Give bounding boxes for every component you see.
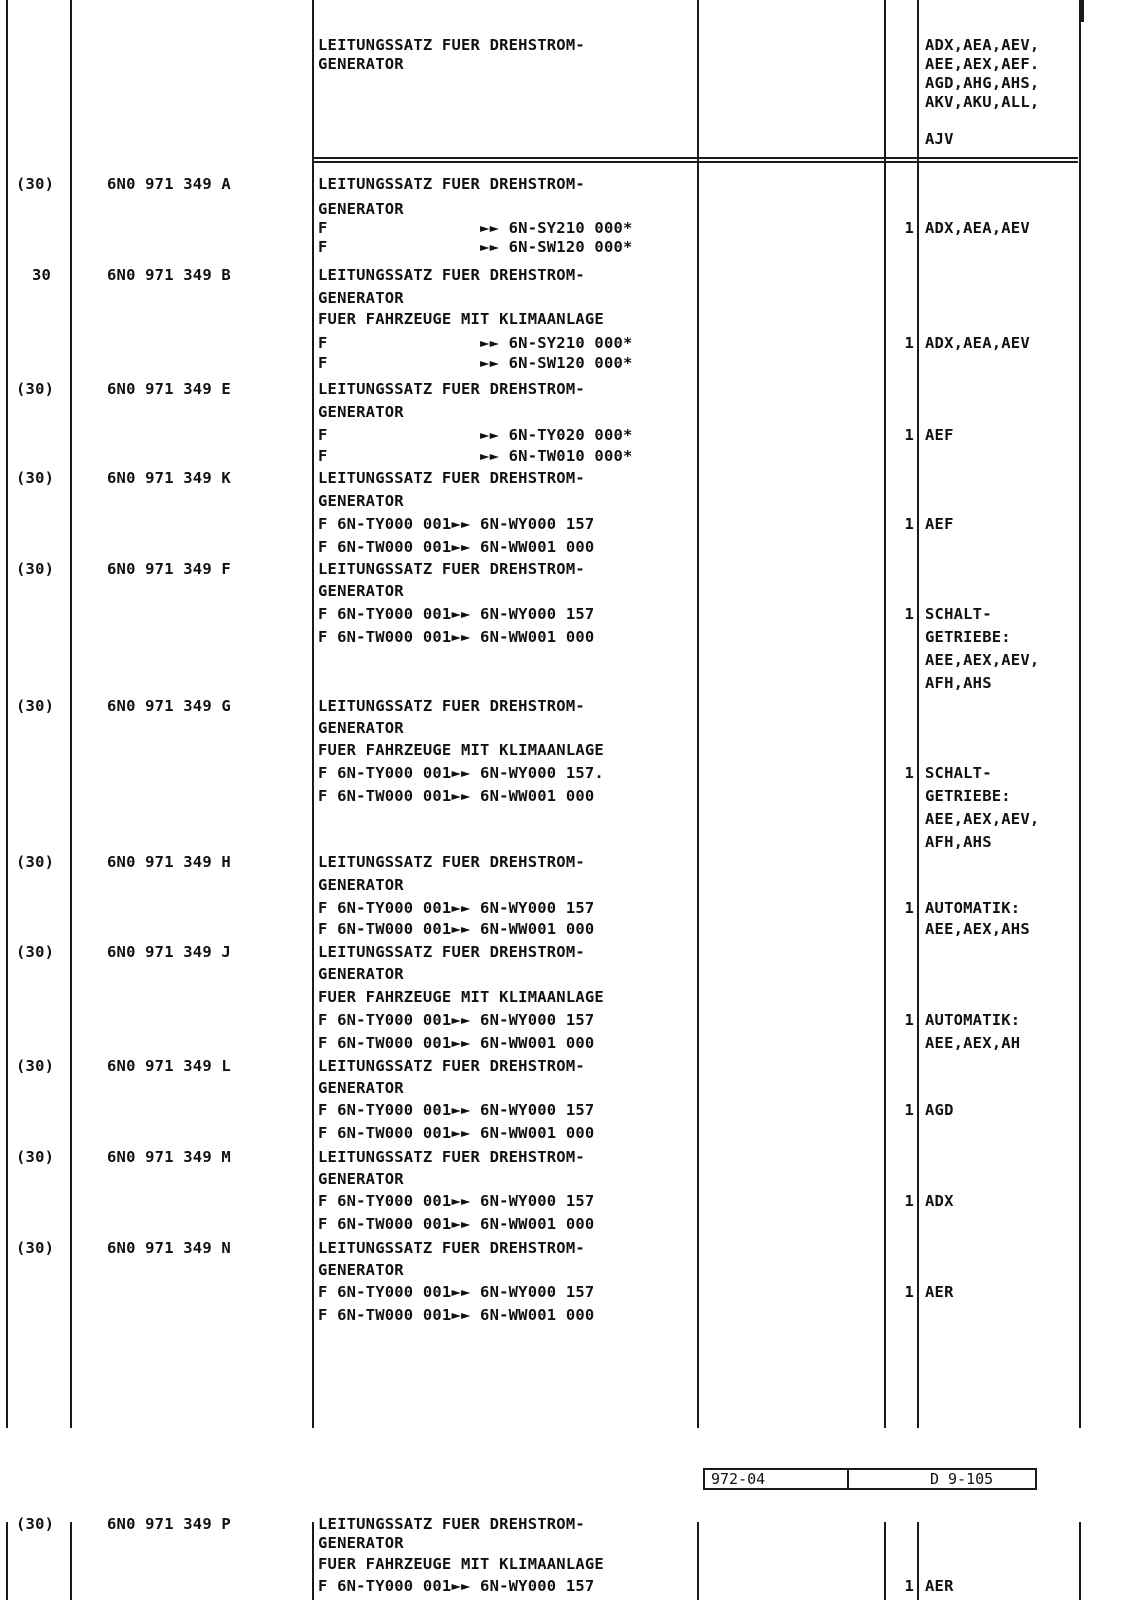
quantity: 1	[904, 1577, 914, 1595]
description-line: F 6N-TY000 001►► 6N-WY000 157	[318, 515, 595, 533]
column-rule-part	[312, 0, 314, 1428]
part-number: 6N0 971 349 E	[107, 380, 231, 398]
description-line: GENERATOR	[318, 403, 404, 421]
description-line: F 6N-TY000 001►► 6N-WY000 157	[318, 1011, 595, 1029]
description-line: LEITUNGSSATZ FUER DREHSTROM-	[318, 175, 585, 193]
model-line: SCHALT-	[925, 605, 992, 623]
description-line: F ►► 6N-SW120 000*	[318, 354, 633, 372]
position-number: 30	[32, 266, 52, 284]
model-line: GETRIEBE:	[925, 787, 1011, 805]
header-desc-line: LEITUNGSSATZ FUER DREHSTROM-	[318, 36, 585, 54]
position-number: (30)	[16, 853, 55, 871]
description-line: F 6N-TW000 001►► 6N-WW001 000	[318, 787, 595, 805]
model-line: AEE,AEX,AEV,	[925, 651, 1040, 669]
position-number: (30)	[16, 697, 55, 715]
header-model-line: AJV	[925, 130, 954, 148]
quantity: 1	[904, 334, 914, 352]
description-line: F ►► 6N-SY210 000*	[318, 219, 633, 237]
model-line: ADX,AEA,AEV	[925, 334, 1030, 352]
quantity: 1	[904, 515, 914, 533]
description-line: LEITUNGSSATZ FUER DREHSTROM-	[318, 853, 585, 871]
description-line: F 6N-TW000 001►► 6N-WW001 000	[318, 1034, 595, 1052]
description-line: GENERATOR	[318, 719, 404, 737]
quantity: 1	[904, 1101, 914, 1119]
description-line: LEITUNGSSATZ FUER DREHSTROM-	[318, 266, 585, 284]
column-rule-desc	[697, 1522, 699, 1600]
description-line: F ►► 6N-TW010 000*	[318, 447, 633, 465]
description-line: GENERATOR	[318, 200, 404, 218]
position-number: (30)	[16, 1239, 55, 1257]
quantity: 1	[904, 899, 914, 917]
model-line: ADX	[925, 1192, 954, 1210]
page-corner-mark	[1081, 0, 1084, 22]
column-rule-right	[1079, 0, 1081, 1428]
model-line: GETRIEBE:	[925, 628, 1011, 646]
description-line: GENERATOR	[318, 582, 404, 600]
header-desc-line: GENERATOR	[318, 55, 404, 73]
description-line: LEITUNGSSATZ FUER DREHSTROM-	[318, 1148, 585, 1166]
position-number: (30)	[16, 380, 55, 398]
position-number: (30)	[16, 560, 55, 578]
footer-section-number: 972-04	[711, 1470, 766, 1488]
description-line: LEITUNGSSATZ FUER DREHSTROM-	[318, 469, 585, 487]
part-number: 6N0 971 349 N	[107, 1239, 231, 1257]
description-line: F 6N-TY000 001►► 6N-WY000 157.	[318, 764, 604, 782]
description-line: F 6N-TW000 001►► 6N-WW001 000	[318, 920, 595, 938]
column-rule-qty	[917, 0, 919, 1428]
footer-page-number: D 9-105	[930, 1470, 994, 1488]
model-line: AER	[925, 1283, 954, 1301]
description-line: GENERATOR	[318, 1534, 404, 1552]
description-line: GENERATOR	[318, 876, 404, 894]
column-rule-pos	[70, 1522, 72, 1600]
description-line: GENERATOR	[318, 1079, 404, 1097]
column-rule-qty	[917, 1522, 919, 1600]
description-line: F ►► 6N-TY020 000*	[318, 426, 633, 444]
part-number: 6N0 971 349 P	[107, 1515, 231, 1533]
model-line: AUTOMATIK:	[925, 899, 1021, 917]
position-number: (30)	[16, 1148, 55, 1166]
description-line: FUER FAHRZEUGE MIT KLIMAANLAGE	[318, 310, 604, 328]
part-number: 6N0 971 349 H	[107, 853, 231, 871]
part-number: 6N0 971 349 L	[107, 1057, 231, 1075]
part-number: 6N0 971 349 K	[107, 469, 231, 487]
description-line: GENERATOR	[318, 965, 404, 983]
model-line: AGD	[925, 1101, 954, 1119]
quantity: 1	[904, 1011, 914, 1029]
part-number: 6N0 971 349 B	[107, 266, 231, 284]
model-line: AEE,AEX,AH	[925, 1034, 1021, 1052]
description-line: F 6N-TW000 001►► 6N-WW001 000	[318, 1124, 595, 1142]
description-line: FUER FAHRZEUGE MIT KLIMAANLAGE	[318, 741, 604, 759]
column-rule-right	[1079, 1522, 1081, 1600]
quantity: 1	[904, 764, 914, 782]
model-line: ADX,AEA,AEV	[925, 219, 1030, 237]
model-line: AUTOMATIK:	[925, 1011, 1021, 1029]
description-line: F ►► 6N-SY210 000*	[318, 334, 633, 352]
quantity: 1	[904, 1283, 914, 1301]
description-line: GENERATOR	[318, 1170, 404, 1188]
description-line: F 6N-TY000 001►► 6N-WY000 157	[318, 605, 595, 623]
column-rule-pos	[70, 0, 72, 1428]
part-number: 6N0 971 349 M	[107, 1148, 231, 1166]
part-number: 6N0 971 349 G	[107, 697, 231, 715]
position-number: (30)	[16, 469, 55, 487]
description-line: LEITUNGSSATZ FUER DREHSTROM-	[318, 1239, 585, 1257]
quantity: 1	[904, 219, 914, 237]
column-rule-part	[312, 1522, 314, 1600]
model-line: AEE,AEX,AHS	[925, 920, 1030, 938]
model-line: AEE,AEX,AEV,	[925, 810, 1040, 828]
description-line: F 6N-TW000 001►► 6N-WW001 000	[318, 1215, 595, 1233]
description-line: GENERATOR	[318, 492, 404, 510]
model-line: AFH,AHS	[925, 674, 992, 692]
column-rule-desc	[697, 0, 699, 1428]
description-line: F 6N-TY000 001►► 6N-WY000 157	[318, 1101, 595, 1119]
description-line: F 6N-TY000 001►► 6N-WY000 157	[318, 899, 595, 917]
description-line: F 6N-TY000 001►► 6N-WY000 157	[318, 1283, 595, 1301]
column-rule-note	[884, 0, 886, 1428]
description-line: F 6N-TW000 001►► 6N-WW001 000	[318, 538, 595, 556]
description-line: LEITUNGSSATZ FUER DREHSTROM-	[318, 560, 585, 578]
model-line: AER	[925, 1577, 954, 1595]
header-model-line: AKV,AKU,ALL,	[925, 93, 1040, 111]
description-line: FUER FAHRZEUGE MIT KLIMAANLAGE	[318, 988, 604, 1006]
position-number: (30)	[16, 1057, 55, 1075]
description-line: LEITUNGSSATZ FUER DREHSTROM-	[318, 1515, 585, 1533]
quantity: 1	[904, 605, 914, 623]
column-rule-note	[884, 1522, 886, 1600]
position-number: (30)	[16, 1515, 55, 1533]
description-line: GENERATOR	[318, 289, 404, 307]
description-line: LEITUNGSSATZ FUER DREHSTROM-	[318, 380, 585, 398]
description-line: F 6N-TY000 001►► 6N-WY000 157	[318, 1192, 595, 1210]
model-line: AEF	[925, 426, 954, 444]
position-number: (30)	[16, 175, 55, 193]
description-line: LEITUNGSSATZ FUER DREHSTROM-	[318, 943, 585, 961]
position-number: (30)	[16, 943, 55, 961]
column-rule-left	[6, 1522, 8, 1600]
description-line: F ►► 6N-SW120 000*	[318, 238, 633, 256]
model-line: SCHALT-	[925, 764, 992, 782]
description-line: F 6N-TW000 001►► 6N-WW001 000	[318, 628, 595, 646]
description-line: F 6N-TY000 001►► 6N-WY000 157	[318, 1577, 595, 1595]
part-number: 6N0 971 349 J	[107, 943, 231, 961]
quantity: 1	[904, 426, 914, 444]
description-line: LEITUNGSSATZ FUER DREHSTROM-	[318, 697, 585, 715]
part-number: 6N0 971 349 F	[107, 560, 231, 578]
description-line: GENERATOR	[318, 1261, 404, 1279]
header-model-line: AEE,AEX,AEF.	[925, 55, 1040, 73]
description-line: F 6N-TW000 001►► 6N-WW001 000	[318, 1306, 595, 1324]
description-line: LEITUNGSSATZ FUER DREHSTROM-	[318, 1057, 585, 1075]
column-rule-left	[6, 0, 8, 1428]
model-line: AFH,AHS	[925, 833, 992, 851]
header-separator	[312, 157, 1078, 163]
header-model-line: AGD,AHG,AHS,	[925, 74, 1040, 92]
header-model-line: ADX,AEA,AEV,	[925, 36, 1040, 54]
part-number: 6N0 971 349 A	[107, 175, 231, 193]
description-line: FUER FAHRZEUGE MIT KLIMAANLAGE	[318, 1555, 604, 1573]
model-line: AEF	[925, 515, 954, 533]
quantity: 1	[904, 1192, 914, 1210]
